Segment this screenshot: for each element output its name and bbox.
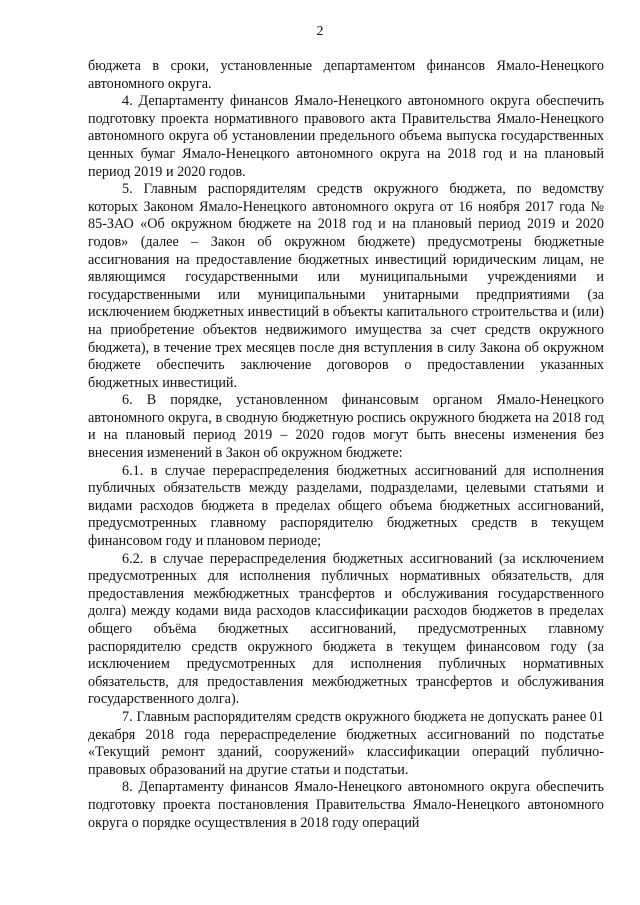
page-number: 2 — [316, 24, 324, 39]
paragraph-continuation: бюджета в сроки, установленные департаментом финансов Ямало-Ненецкого автономного округа. — [88, 58, 604, 92]
paragraph-item-7: 7. Главным распорядителям средств окружного бюджета не допускать ранее 01 декабря 2018 года перераспределение бюджетных ассигнований по подстатье «Текущий ремонт зданий, сооружений» классификации операций публично-правовых образований на другие статьи и подстатьи. — [88, 708, 604, 778]
paragraph-item-6-1: 6.1. в случае перераспределения бюджетных ассигнований для исполнения публичных обязательств между разделами, подразделами, целевыми статьями и видами расходов бюджета в пределах общего объема бюджетных ассигнований, предусмотренных главному распорядителю бюджетных средств в текущем финансовом году и плановом периоде; — [88, 462, 604, 550]
paragraph-item-4: 4. Департаменту финансов Ямало-Ненецкого автономного округа обеспечить подготовку проекта нормативного правового акта Правительства Ямало-Ненецкого автономного округа об установлении предельного объема выпуска государственных ценных бумаг Ямало-Ненецкого автономного округа на 2018 год и на плановый период 2019 и 2020 годов. — [88, 93, 604, 180]
document-body — [88, 58, 604, 832]
paragraph-item-8: 8. Департаменту финансов Ямало-Ненецкого автономного округа обеспечить подготовку проекта постановления Правительства Ямало-Ненецкого автономного округа о порядке осуществления в 2018 году операций — [88, 779, 604, 831]
paragraph-item-5: 5. Главным распорядителям средств окружного бюджета, по ведомству которых Законом Ямало-Ненецкого автономного округа от 16 ноября 2017 года № 85-ЗАО «Об окружном бюджете на 2018 год и на плановый период 2019 и 2020 годов» (далее – Закон об окружном бюджете) предусмотрены бюджетные ассигнования на предоставление бюджетных инвестиций юридическим лицам, не являющимся государственными или муниципальными учреждениями и государственными или муниципальными унитарными предприятиями (за исключением бюджетных инвестиций в объекты капитального строительства и (или) на приобретение объектов недвижимого имущества за счет средств окружного бюджета), в течение трех месяцев после дня вступления в силу Закона об окружном бюджете обеспечить заключение договоров о предоставлении указанных бюджетных инвестиций. — [88, 181, 604, 391]
paragraph-item-6: 6. В порядке, установленном финансовым органом Ямало-Ненецкого автономного округа, в сводную бюджетную роспись окружного бюджета на 2018 год и на плановый период 2019 – 2020 годов могут быть внесены изменения без внесения изменений в Закон об окружном бюджете: — [88, 392, 604, 462]
paragraph-item-6-2: 6.2. в случае перераспределения бюджетных ассигнований (за исключением предусмотренных для исполнения публичных нормативных обязательств, для предоставления межбюджетных трансфертов и обслуживания государственного долга) между кодами вида расходов классификации расходов бюджетов в пределах общего объёма бюджетных ассигнований, предусмотренных главному распорядителю средств окружного бюджета в текущем финансовом году (за исключением предусмотренных для исполнения публичных нормативных обязательств, для предоставления межбюджетных трансфертов и обслуживания государственного долга). — [88, 550, 604, 708]
